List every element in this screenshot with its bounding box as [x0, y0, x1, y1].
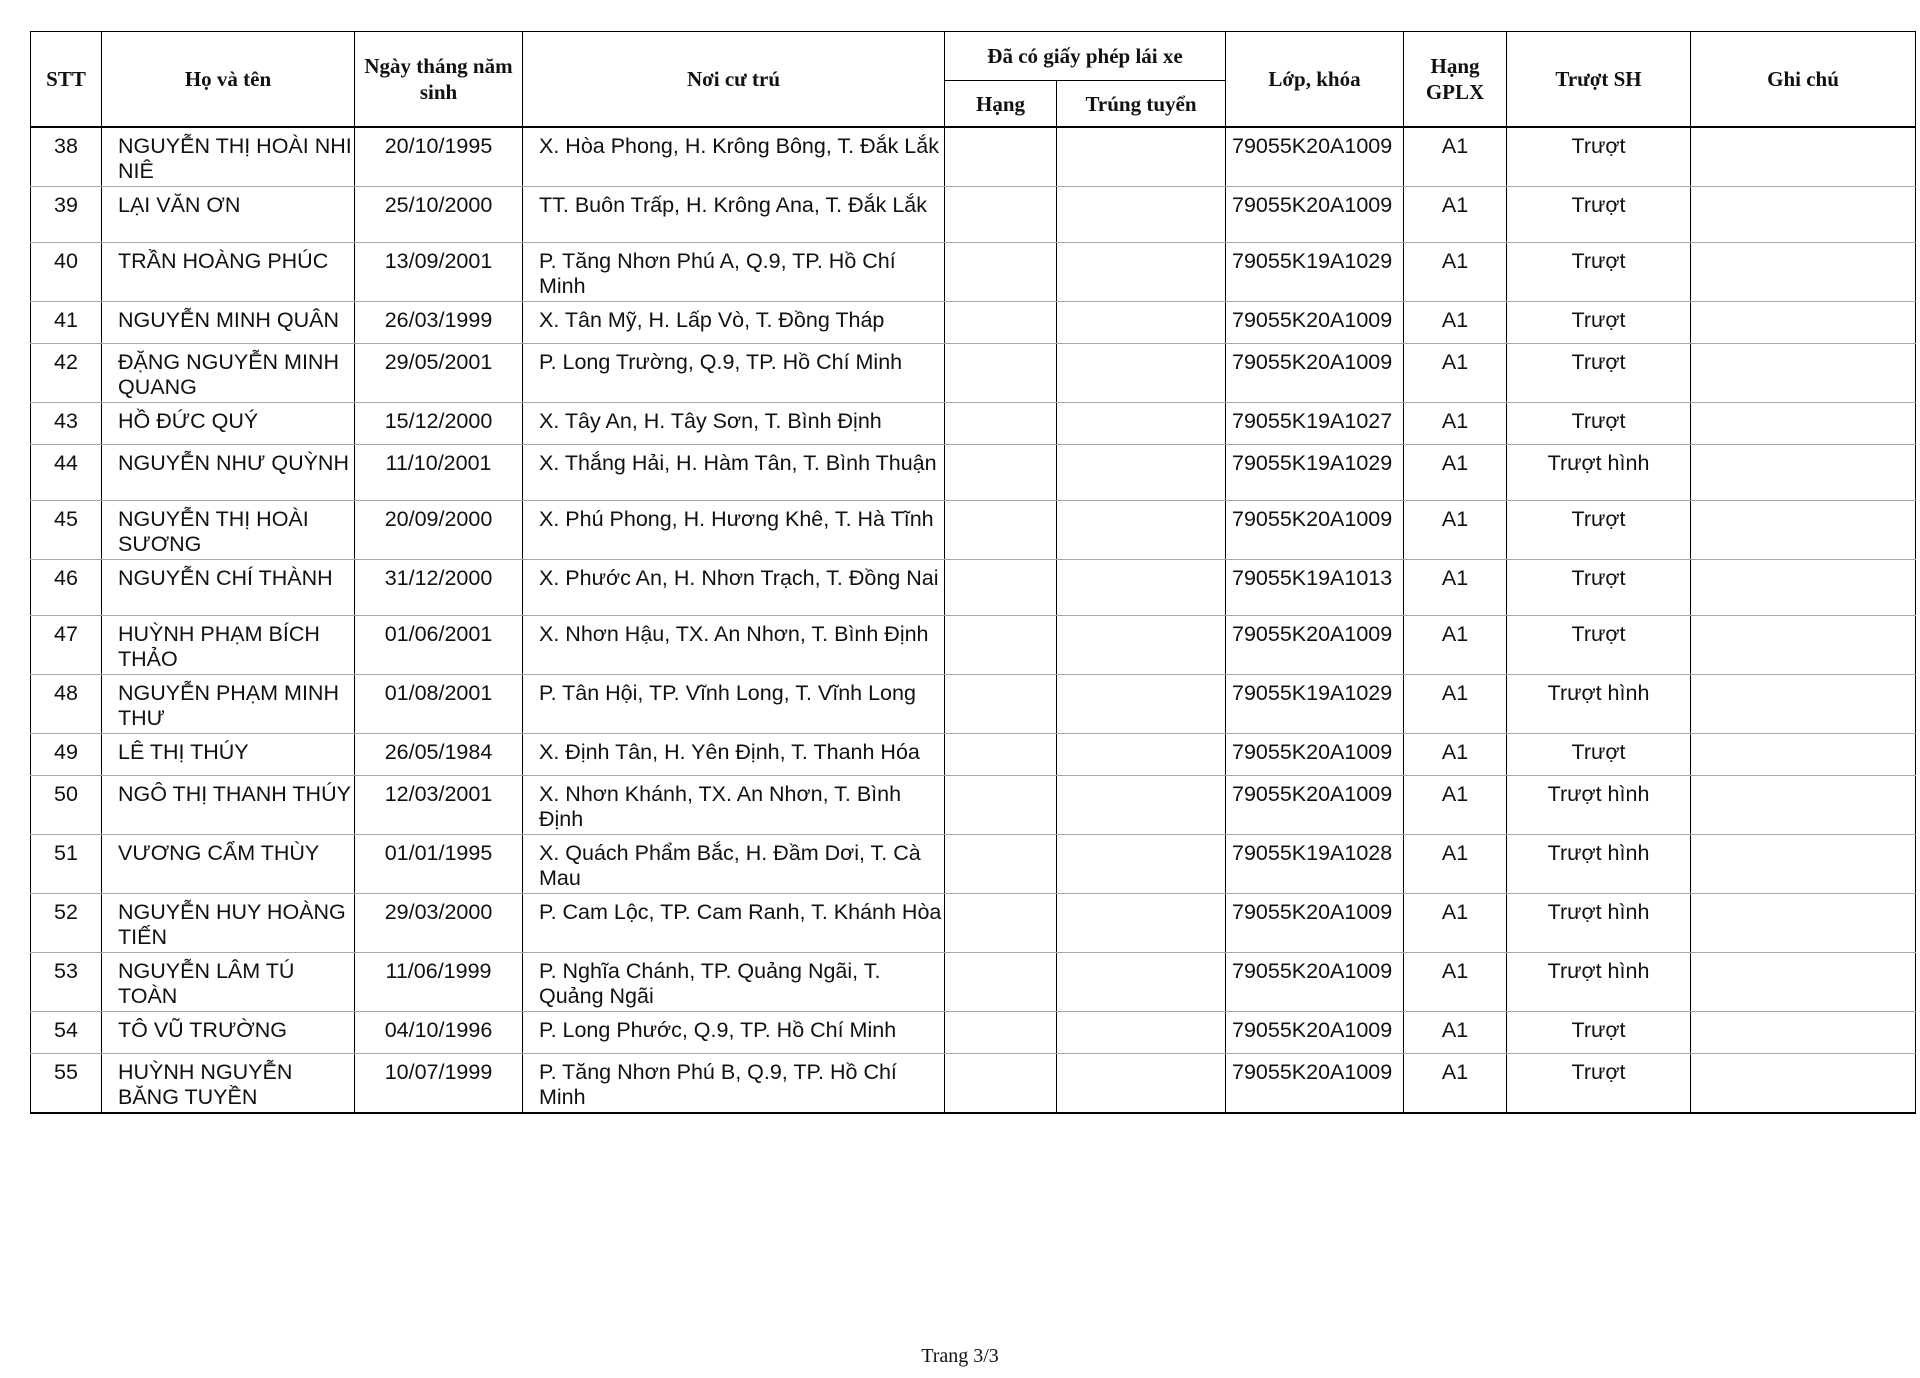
row-stt: 54 [31, 1012, 102, 1054]
row-class: 79055K20A1009 [1226, 1054, 1404, 1114]
row-license-selected [1057, 127, 1226, 187]
header-dob: Ngày tháng năm sinh [355, 32, 523, 128]
row-note [1691, 560, 1916, 616]
row-name: NGUYỄN CHÍ THÀNH [102, 560, 355, 616]
row-sh-result: Trượt hình [1507, 894, 1691, 953]
row-stt: 40 [31, 243, 102, 302]
row-license-rank [945, 776, 1057, 835]
row-stt: 38 [31, 127, 102, 187]
row-license-rank [945, 344, 1057, 403]
row-license-rank [945, 187, 1057, 243]
row-license-selected [1057, 344, 1226, 403]
row-class: 79055K19A1028 [1226, 835, 1404, 894]
row-stt: 46 [31, 560, 102, 616]
row-note [1691, 835, 1916, 894]
row-name: HUỲNH NGUYỄN BĂNG TUYỀN [102, 1054, 355, 1114]
row-gplx-rank: A1 [1404, 616, 1507, 675]
table-row [31, 302, 1916, 344]
row-name: NGUYỄN LÂM TÚ TOÀN [102, 953, 355, 1012]
row-stt: 49 [31, 734, 102, 776]
row-note [1691, 127, 1916, 187]
row-sh-result: Trượt hình [1507, 776, 1691, 835]
row-license-rank [945, 894, 1057, 953]
row-address: P. Nghĩa Chánh, TP. Quảng Ngãi, T. Quảng Ngãi [523, 953, 945, 1012]
row-dob: 01/08/2001 [355, 675, 523, 734]
row-address: P. Tăng Nhơn Phú B, Q.9, TP. Hồ Chí Minh [523, 1054, 945, 1114]
row-license-rank [945, 835, 1057, 894]
row-stt: 45 [31, 501, 102, 560]
row-sh-result: Trượt [1507, 243, 1691, 302]
row-gplx-rank: A1 [1404, 403, 1507, 445]
row-name: HỒ ĐỨC QUÝ [102, 403, 355, 445]
row-sh-result: Trượt hình [1507, 835, 1691, 894]
row-license-selected [1057, 835, 1226, 894]
row-class: 79055K20A1009 [1226, 501, 1404, 560]
table-row [31, 501, 1916, 560]
row-address: X. Thắng Hải, H. Hàm Tân, T. Bình Thuận [523, 445, 945, 501]
row-dob: 11/06/1999 [355, 953, 523, 1012]
row-name: TRẦN HOÀNG PHÚC [102, 243, 355, 302]
header-license-selected: Trúng tuyển [1057, 81, 1226, 128]
row-gplx-rank: A1 [1404, 675, 1507, 734]
row-gplx-rank: A1 [1404, 445, 1507, 501]
row-note [1691, 776, 1916, 835]
row-class: 79055K20A1009 [1226, 1012, 1404, 1054]
row-stt: 44 [31, 445, 102, 501]
row-note [1691, 445, 1916, 501]
row-stt: 50 [31, 776, 102, 835]
row-address: X. Quách Phẩm Bắc, H. Đầm Dơi, T. Cà Mau [523, 835, 945, 894]
row-address: X. Tây An, H. Tây Sơn, T. Bình Định [523, 403, 945, 445]
row-note [1691, 243, 1916, 302]
row-address: P. Tân Hội, TP. Vĩnh Long, T. Vĩnh Long [523, 675, 945, 734]
table-header [31, 32, 1916, 128]
row-address: X. Tân Mỹ, H. Lấp Vò, T. Đồng Tháp [523, 302, 945, 344]
results-table [30, 31, 1916, 1114]
row-address: P. Long Phước, Q.9, TP. Hồ Chí Minh [523, 1012, 945, 1054]
row-license-selected [1057, 187, 1226, 243]
header-gplx-rank: Hạng GPLX [1404, 32, 1507, 128]
row-sh-result: Trượt hình [1507, 675, 1691, 734]
row-class: 79055K20A1009 [1226, 616, 1404, 675]
row-stt: 41 [31, 302, 102, 344]
table-row [31, 776, 1916, 835]
row-dob: 20/10/1995 [355, 127, 523, 187]
row-address: X. Phú Phong, H. Hương Khê, T. Hà Tĩnh [523, 501, 945, 560]
row-stt: 39 [31, 187, 102, 243]
table-row [31, 675, 1916, 734]
table-row [31, 616, 1916, 675]
row-address: TT. Buôn Trấp, H. Krông Ana, T. Đắk Lắk [523, 187, 945, 243]
row-address: X. Nhơn Khánh, TX. An Nhơn, T. Bình Định [523, 776, 945, 835]
row-address: X. Định Tân, H. Yên Định, T. Thanh Hóa [523, 734, 945, 776]
row-stt: 43 [31, 403, 102, 445]
row-license-selected [1057, 675, 1226, 734]
row-license-selected [1057, 403, 1226, 445]
row-name: NGUYỄN PHẠM MINH THƯ [102, 675, 355, 734]
row-license-selected [1057, 1012, 1226, 1054]
row-sh-result: Trượt [1507, 501, 1691, 560]
row-name: LẠI VĂN ƠN [102, 187, 355, 243]
row-dob: 29/03/2000 [355, 894, 523, 953]
header-stt: STT [31, 32, 102, 128]
row-gplx-rank: A1 [1404, 187, 1507, 243]
table-row [31, 403, 1916, 445]
table-row [31, 187, 1916, 243]
row-stt: 42 [31, 344, 102, 403]
row-sh-result: Trượt [1507, 616, 1691, 675]
row-license-selected [1057, 501, 1226, 560]
row-sh-result: Trượt [1507, 1054, 1691, 1114]
header-sh-fail: Trượt SH [1507, 32, 1691, 128]
row-name: TÔ VŨ TRƯỜNG [102, 1012, 355, 1054]
row-gplx-rank: A1 [1404, 560, 1507, 616]
row-sh-result: Trượt hình [1507, 953, 1691, 1012]
row-license-rank [945, 127, 1057, 187]
row-note [1691, 616, 1916, 675]
row-class: 79055K20A1009 [1226, 302, 1404, 344]
row-note [1691, 344, 1916, 403]
row-stt: 47 [31, 616, 102, 675]
row-sh-result: Trượt [1507, 127, 1691, 187]
row-sh-result: Trượt [1507, 1012, 1691, 1054]
row-class: 79055K19A1027 [1226, 403, 1404, 445]
row-dob: 26/05/1984 [355, 734, 523, 776]
row-dob: 26/03/1999 [355, 302, 523, 344]
table-row [31, 1054, 1916, 1114]
row-address: P. Tăng Nhơn Phú A, Q.9, TP. Hồ Chí Minh [523, 243, 945, 302]
row-note [1691, 894, 1916, 953]
row-name: NGÔ THỊ THANH THÚY [102, 776, 355, 835]
table-row [31, 953, 1916, 1012]
row-gplx-rank: A1 [1404, 953, 1507, 1012]
header-class: Lớp, khóa [1226, 32, 1404, 128]
row-address: X. Hòa Phong, H. Krông Bông, T. Đắk Lắk [523, 127, 945, 187]
header-name: Họ và tên [102, 32, 355, 128]
row-note [1691, 953, 1916, 1012]
row-dob: 31/12/2000 [355, 560, 523, 616]
row-dob: 20/09/2000 [355, 501, 523, 560]
row-license-rank [945, 403, 1057, 445]
row-dob: 10/07/1999 [355, 1054, 523, 1114]
table-row [31, 1012, 1916, 1054]
row-dob: 01/06/2001 [355, 616, 523, 675]
table-body [31, 127, 1916, 1113]
row-license-rank [945, 1012, 1057, 1054]
table-row [31, 560, 1916, 616]
row-note [1691, 1054, 1916, 1114]
row-class: 79055K20A1009 [1226, 187, 1404, 243]
row-name: NGUYỄN MINH QUÂN [102, 302, 355, 344]
row-license-rank [945, 445, 1057, 501]
row-dob: 13/09/2001 [355, 243, 523, 302]
row-license-rank [945, 734, 1057, 776]
row-gplx-rank: A1 [1404, 1012, 1507, 1054]
row-stt: 51 [31, 835, 102, 894]
row-name: LÊ THỊ THÚY [102, 734, 355, 776]
row-sh-result: Trượt [1507, 403, 1691, 445]
row-sh-result: Trượt [1507, 560, 1691, 616]
row-address: P. Cam Lộc, TP. Cam Ranh, T. Khánh Hòa [523, 894, 945, 953]
row-license-rank [945, 302, 1057, 344]
row-sh-result: Trượt [1507, 344, 1691, 403]
row-gplx-rank: A1 [1404, 127, 1507, 187]
row-class: 79055K20A1009 [1226, 894, 1404, 953]
row-license-selected [1057, 616, 1226, 675]
header-license-rank: Hạng [945, 81, 1057, 128]
row-license-rank [945, 953, 1057, 1012]
table-row [31, 243, 1916, 302]
row-license-rank [945, 1054, 1057, 1114]
row-license-selected [1057, 776, 1226, 835]
row-name: NGUYỄN THỊ HOÀI NHI NIÊ [102, 127, 355, 187]
row-gplx-rank: A1 [1404, 501, 1507, 560]
row-name: VƯƠNG CẨM THÙY [102, 835, 355, 894]
row-license-rank [945, 675, 1057, 734]
row-license-selected [1057, 953, 1226, 1012]
row-dob: 25/10/2000 [355, 187, 523, 243]
row-gplx-rank: A1 [1404, 302, 1507, 344]
table-row [31, 835, 1916, 894]
table-row [31, 127, 1916, 187]
table-row [31, 445, 1916, 501]
row-class: 79055K20A1009 [1226, 953, 1404, 1012]
row-note [1691, 1012, 1916, 1054]
row-stt: 55 [31, 1054, 102, 1114]
row-name: NGUYỄN THỊ HOÀI SƯƠNG [102, 501, 355, 560]
row-license-selected [1057, 894, 1226, 953]
row-license-rank [945, 616, 1057, 675]
page-number: Trang 3/3 [921, 1345, 999, 1367]
row-gplx-rank: A1 [1404, 734, 1507, 776]
header-address: Nơi cư trú [523, 32, 945, 128]
row-name: NGUYỄN NHƯ QUỲNH [102, 445, 355, 501]
row-address: P. Long Trường, Q.9, TP. Hồ Chí Minh [523, 344, 945, 403]
row-name: ĐẶNG NGUYỄN MINH QUANG [102, 344, 355, 403]
row-class: 79055K20A1009 [1226, 776, 1404, 835]
row-class: 79055K19A1029 [1226, 243, 1404, 302]
row-license-rank [945, 560, 1057, 616]
row-dob: 15/12/2000 [355, 403, 523, 445]
row-license-rank [945, 501, 1057, 560]
row-address: X. Nhơn Hậu, TX. An Nhơn, T. Bình Định [523, 616, 945, 675]
row-stt: 53 [31, 953, 102, 1012]
row-name: HUỲNH PHẠM BÍCH THẢO [102, 616, 355, 675]
row-sh-result: Trượt [1507, 734, 1691, 776]
row-license-selected [1057, 445, 1226, 501]
row-gplx-rank: A1 [1404, 344, 1507, 403]
row-dob: 01/01/1995 [355, 835, 523, 894]
row-note [1691, 302, 1916, 344]
row-license-selected [1057, 560, 1226, 616]
table-row [31, 734, 1916, 776]
row-sh-result: Trượt [1507, 187, 1691, 243]
row-dob: 04/10/1996 [355, 1012, 523, 1054]
row-note [1691, 403, 1916, 445]
row-dob: 11/10/2001 [355, 445, 523, 501]
row-stt: 48 [31, 675, 102, 734]
row-note [1691, 675, 1916, 734]
row-gplx-rank: A1 [1404, 894, 1507, 953]
row-stt: 52 [31, 894, 102, 953]
row-class: 79055K19A1029 [1226, 675, 1404, 734]
row-gplx-rank: A1 [1404, 1054, 1507, 1114]
row-license-rank [945, 243, 1057, 302]
row-class: 79055K20A1009 [1226, 344, 1404, 403]
row-class: 79055K20A1009 [1226, 127, 1404, 187]
header-license-group: Đã có giấy phép lái xe [945, 32, 1226, 81]
row-sh-result: Trượt hình [1507, 445, 1691, 501]
row-address: X. Phước An, H. Nhơn Trạch, T. Đồng Nai [523, 560, 945, 616]
row-note [1691, 501, 1916, 560]
table-row [31, 344, 1916, 403]
table-row [31, 894, 1916, 953]
row-sh-result: Trượt [1507, 302, 1691, 344]
row-dob: 12/03/2001 [355, 776, 523, 835]
row-gplx-rank: A1 [1404, 243, 1507, 302]
row-class: 79055K19A1013 [1226, 560, 1404, 616]
row-note [1691, 187, 1916, 243]
row-dob: 29/05/2001 [355, 344, 523, 403]
row-gplx-rank: A1 [1404, 776, 1507, 835]
header-note: Ghi chú [1691, 32, 1916, 128]
row-license-selected [1057, 302, 1226, 344]
row-name: NGUYỄN HUY HOÀNG TIẾN [102, 894, 355, 953]
row-note [1691, 734, 1916, 776]
row-gplx-rank: A1 [1404, 835, 1507, 894]
row-license-selected [1057, 1054, 1226, 1114]
row-license-selected [1057, 734, 1226, 776]
row-license-selected [1057, 243, 1226, 302]
row-class: 79055K19A1029 [1226, 445, 1404, 501]
row-class: 79055K20A1009 [1226, 734, 1404, 776]
